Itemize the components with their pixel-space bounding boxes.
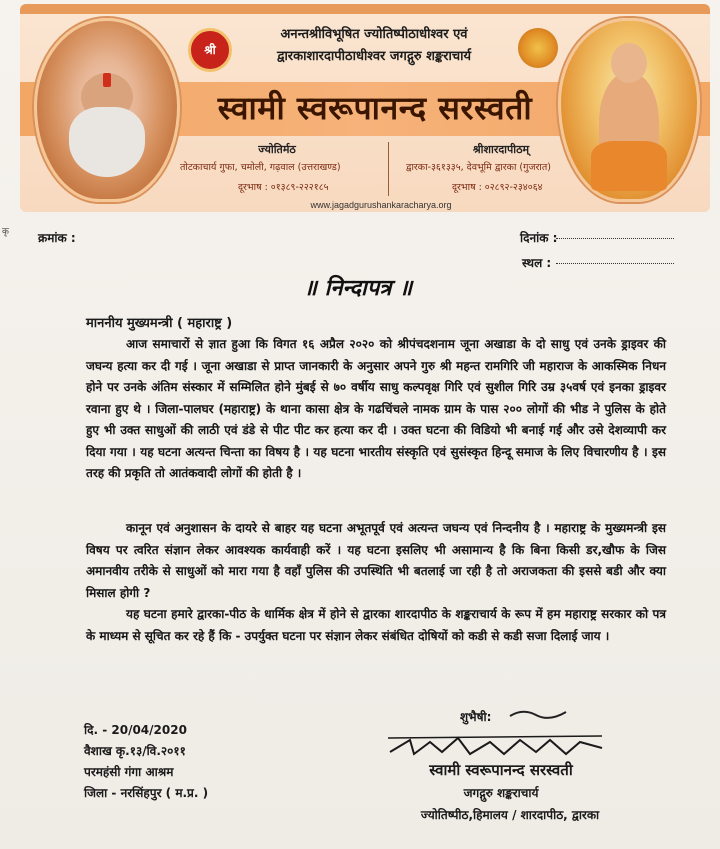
- dinank-blank: [556, 226, 674, 239]
- signatory-name: स्वामी स्वरूपानन्द सरस्वती: [429, 761, 573, 779]
- jyotirmath-phone: दूरभाष : ०१३८९-२२२१८५: [238, 182, 329, 193]
- portrait-tilak: [103, 73, 111, 87]
- letterhead-banner: [20, 4, 710, 212]
- header-epithet-line1: अनन्तश्रीविभूषित ज्योतिष्पीठाधीश्वर एवं: [280, 27, 468, 42]
- issue-details: [84, 720, 208, 804]
- header-name: स्वामी स्वरूपानन्द सरस्वती: [217, 89, 533, 127]
- kramank-label: क्रमांक :: [38, 231, 76, 245]
- issue-vikram-date: वैशाख कृ.१३/वि.२०११: [84, 744, 186, 758]
- letter-paragraph-3: यह घटना हमारे द्वारका-पीठ के धार्मिक क्षेत्र में होने से द्वारका शारदापीठ के शङ्कराचार्य के रूप में हम महाराष्ट्र सरकार को पत्र के माध्यम से सूचित कर रहे हैं कि - उपर्युक्त घटना पर संज्ञान लेकर संबंधित दोषियों को कडी से कडी सजा दिलाई जाय ।: [86, 607, 666, 643]
- handwritten-signature: [380, 732, 610, 762]
- issue-ashram: परमहंसी गंगा आश्रम: [84, 765, 174, 779]
- jyotirmath-address: तोटकाचार्य गुफा, चमोली, गढ़वाल (उत्तराखण्ड): [180, 162, 341, 173]
- sharadapeeth-address: द्वारका-३६१३३५, देवभूमि द्वारका (गुजरात): [406, 162, 551, 173]
- header-epithet-line2: द्वारकाशारदापीठाधीश्वर जगद्गुरु शङ्कराचार्य: [276, 49, 472, 64]
- signatory-title: जगद्गुरु शङ्कराचार्य: [463, 786, 539, 800]
- issue-date: दि. - 20/04/2020: [84, 723, 187, 737]
- corner-mark: कृ: [2, 227, 9, 237]
- shankaracharya-portrait: [34, 18, 180, 202]
- sun-emblem-icon: [518, 28, 558, 68]
- jyotirmath-title: ज्योतिर्मठ: [258, 143, 296, 156]
- letter-paragraph-2: कानून एवं अनुशासन के दायरे से बाहर यह घटना अभूतपूर्व एवं अत्यन्त जघन्य एवं निन्दनीय है । महाराष्ट्र के मुख्यमन्त्री इस विषय पर त्वरित संज्ञान लेकर आवश्यक कार्यवाही करें । यह घटना इसलिए भी असामान्य है कि बिना किसी डर,खौफ के जिस अमानवीय तरीके से साधुओं को मारा गया है वहाँ पुलिस की उपस्थिति भी बतलाई जा रही है तो अराजकता की इससे बडी और क्या मिसाल होगी ?: [86, 521, 666, 600]
- issue-district: जिला - नरसिंहपुर ( म.प्र. ): [84, 786, 209, 800]
- document-title: ॥ निन्दापत्र ॥: [303, 276, 413, 301]
- sharadapeeth-phone: दूरभाष : ०२८९२-२३४०६४: [452, 182, 543, 193]
- portrait-beard: [69, 107, 145, 177]
- letter-paragraph-1: आज समाचारों से ज्ञात हुआ कि विगत १६ अप्रैल २०२० को श्रीपंचदशनाम जूना अखाडा के दो साधु एवं उनके ड्राइवर की जघन्य हत्या कर दी गई । जूना अखाडा से प्राप्त जानकारी के अनुसार अपने गुरु श्री महन्त रामगिरि जी महाराज के आकस्मिक निधन होने पर उनके अंतिम संस्कार में सम्मिलित होने मुंबई से ७० वर्षीय साधु कल्पवृक्ष गिरि एवं सुशील गिरि उम्र ३५वर्ष एवं इनका ड्राइवर रवाना हुए थे । जिला-पालघर (महाराष्ट्र) के थाना कासा क्षेत्र के गढचिंचले नामक ग्राम के पास २०० लोगों की भीड ने पुलिस के होते हुए भी उक्त साधुओं की लाठी एवं डंडे से पीट पीट कर हत्या कर दी । उक्त घटना की विडियो भी बनाई गई और उसे देशव्यापी कर दिया गया । यह घटना अत्यन्त चिन्ता का विषय है । यह घटना भारतीय संस्कृति एवं सुसंस्कृत हिन्दू समाज के लिए विचारणीय है । इस तरह की प्रकृति तो आतंकवादी लोगों की होती है ।: [86, 337, 666, 480]
- sthal-blank: [556, 251, 674, 264]
- signatory-place: ज्योतिष्पीठ,हिमालय / शारदापीठ, द्वारका: [420, 808, 600, 822]
- dinank-label: दिनांक :: [520, 231, 558, 245]
- banner-top-stripe: [20, 4, 710, 14]
- deity-head: [611, 43, 647, 83]
- sharadapeeth-title: श्रीशारदापीठम्: [472, 143, 530, 156]
- sthal-label: स्थल :: [522, 256, 552, 270]
- website-link[interactable]: www.jagadgurushankaracharya.org: [310, 200, 452, 210]
- addressee: माननीय मुख्यमन्त्री ( महाराष्ट्र ): [86, 316, 233, 331]
- shri-emblem-icon: श्री: [188, 28, 232, 72]
- header-divider: [388, 142, 389, 196]
- blessing-label: शुभैषी:: [460, 710, 492, 724]
- blessing-scribble: [508, 706, 568, 722]
